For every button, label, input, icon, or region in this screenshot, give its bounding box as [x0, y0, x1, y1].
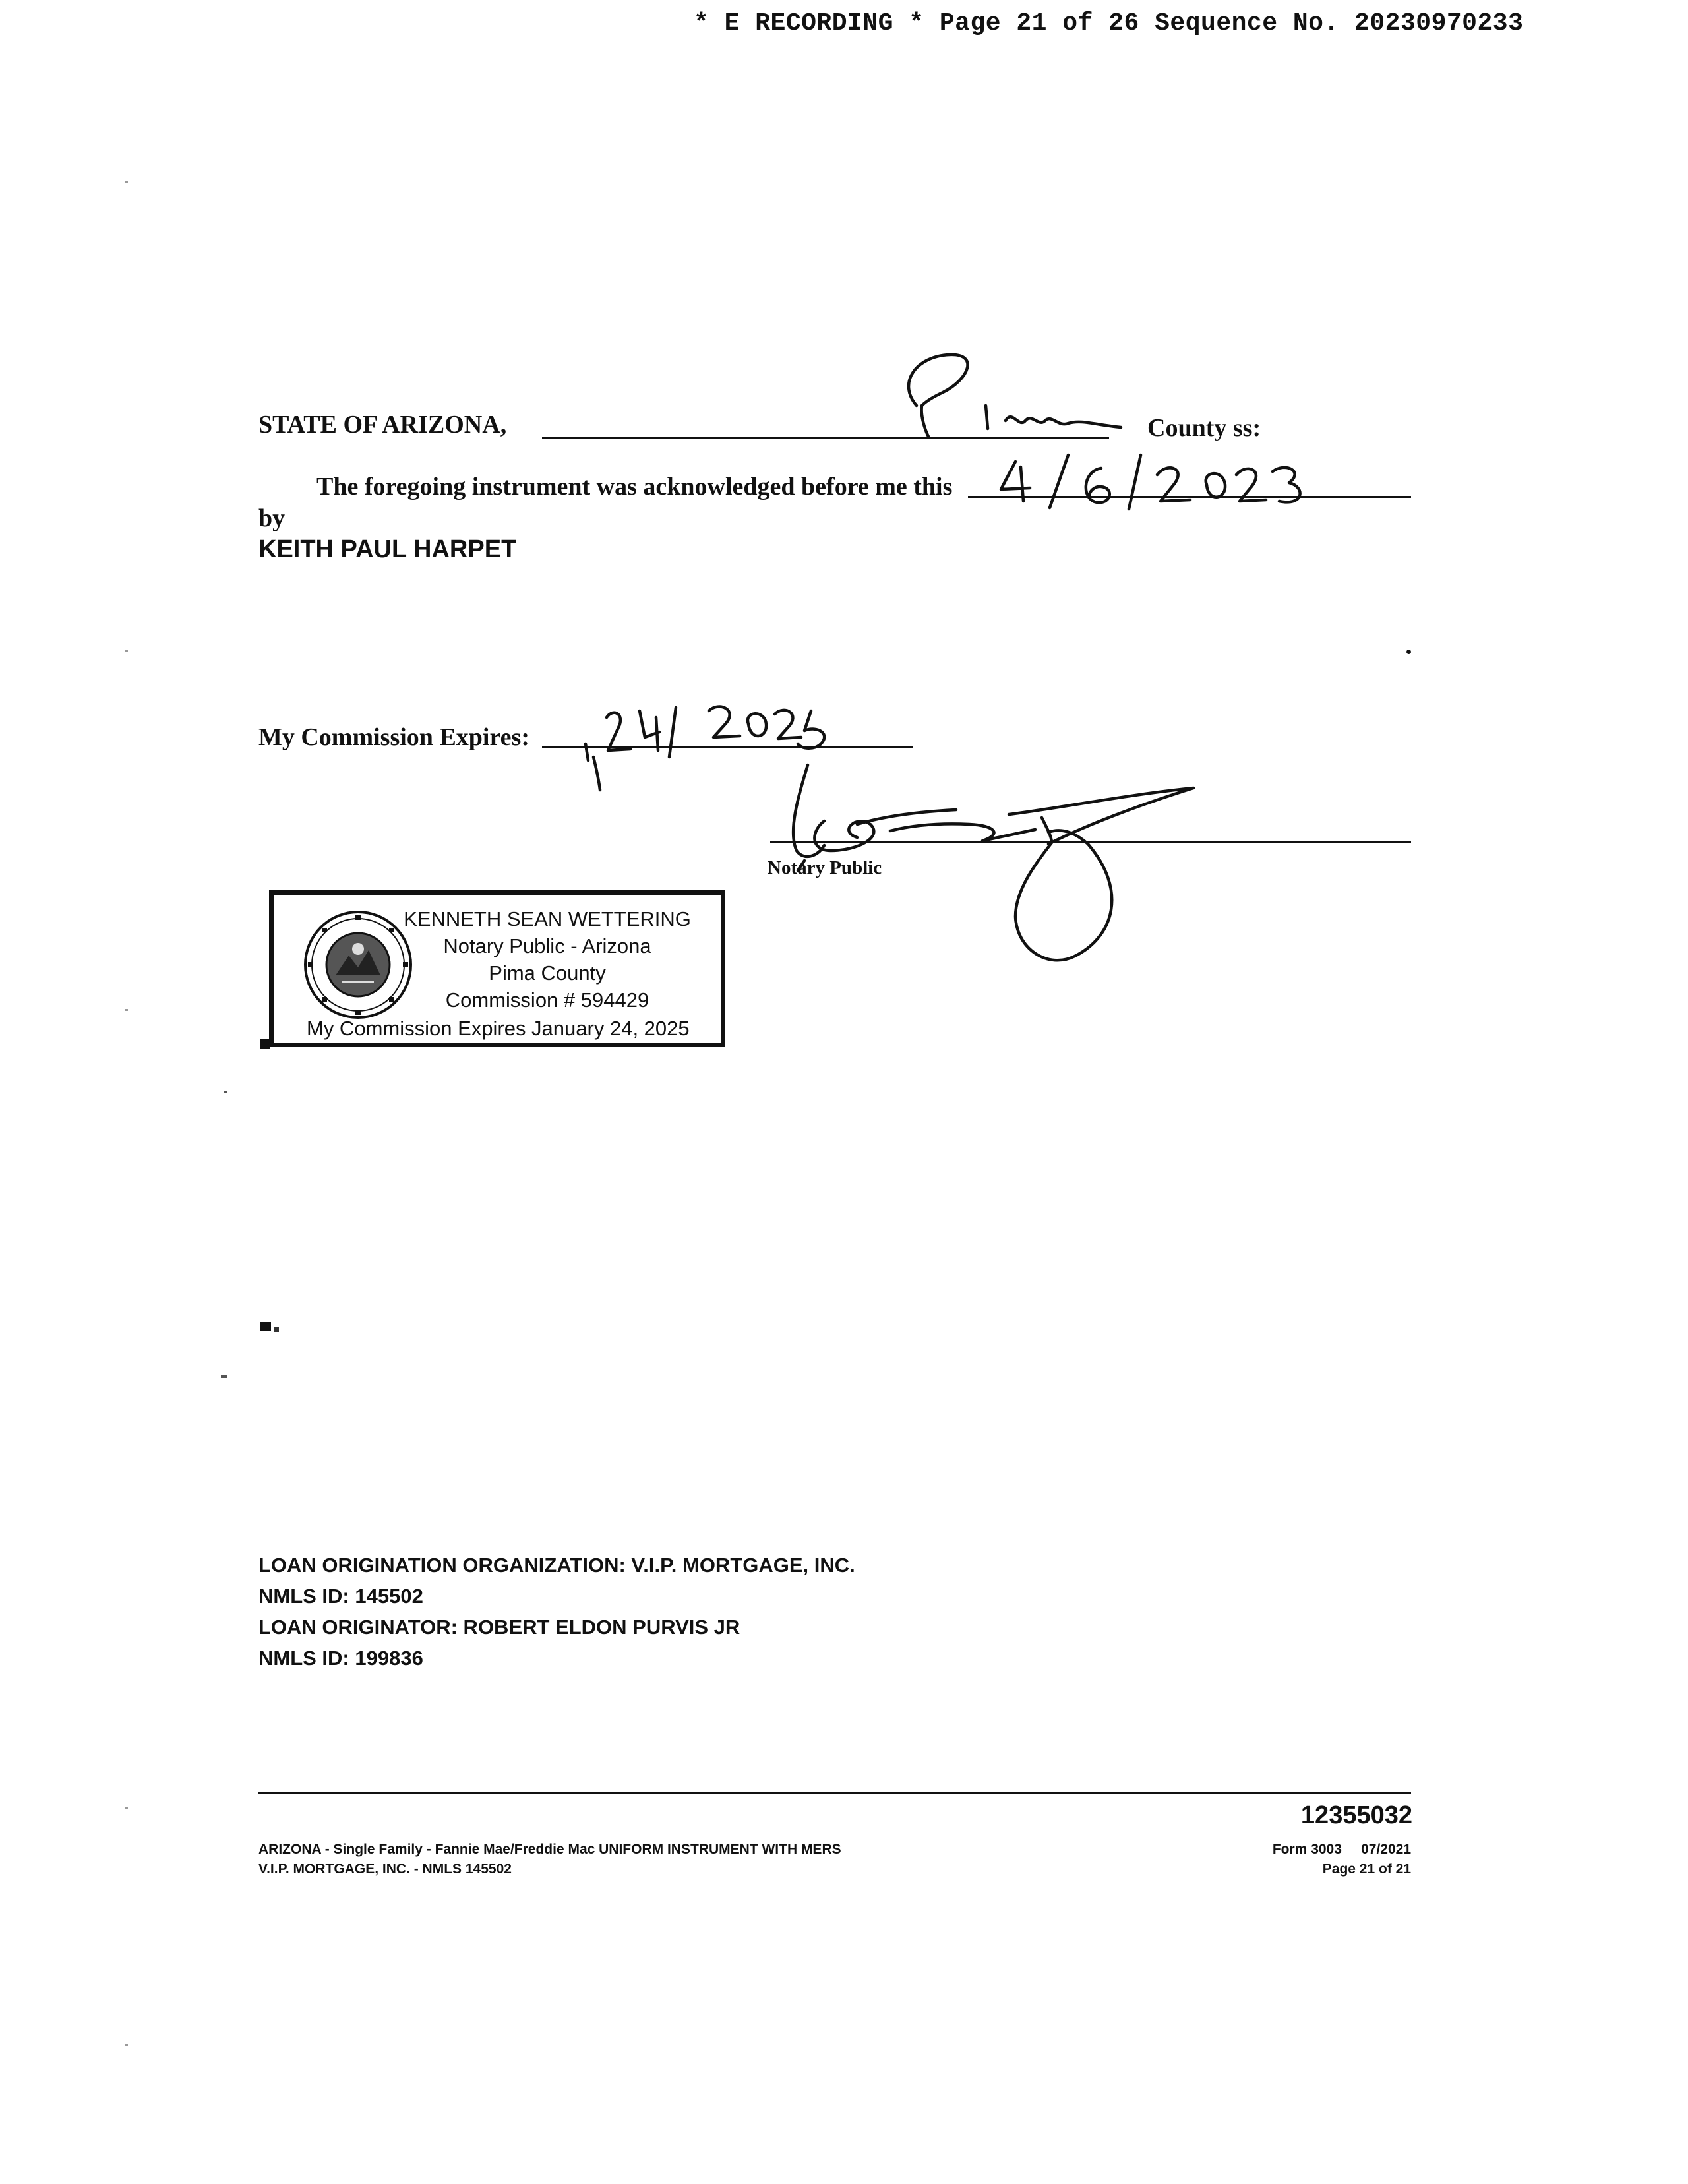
- recording-header: * E RECORDING * Page 21 of 26 Sequence No. 20230970233: [694, 9, 1524, 38]
- signature-line: [770, 841, 1411, 843]
- acknowledgment-date-handwriting: [989, 448, 1306, 511]
- scan-speck: [1406, 650, 1411, 654]
- loan-number: 12355032: [1300, 1802, 1412, 1829]
- stamp-commission-number: Commission # 594429: [445, 988, 649, 1012]
- loan-origination-info: [258, 1550, 855, 1674]
- organization-nmls-id: NMLS ID: 145502: [258, 1585, 423, 1608]
- scan-speck: [125, 650, 128, 652]
- loan-originator: LOAN ORIGINATOR: ROBERT ELDON PURVIS JR: [258, 1616, 740, 1639]
- stamp-notary-title: Notary Public - Arizona: [443, 934, 651, 957]
- stamp-notary-name: KENNETH SEAN WETTERING: [404, 907, 691, 930]
- county-handwriting: [870, 343, 1134, 442]
- notary-stamp: [269, 890, 725, 1047]
- scan-speck: [125, 1009, 128, 1011]
- stamp-county: Pima County: [489, 961, 606, 985]
- footer-lender: V.I.P. MORTGAGE, INC. - NMLS 145502: [258, 1862, 512, 1877]
- footer-page-number: Page 21 of 21: [1322, 1862, 1411, 1877]
- footer-form-title: ARIZONA - Single Family - Fannie Mae/Freddie Mac UNIFORM INSTRUMENT WITH MERS: [258, 1842, 841, 1857]
- scan-speck: [260, 1039, 270, 1049]
- scan-speck: [125, 1807, 128, 1809]
- originator-nmls-id: NMLS ID: 199836: [258, 1647, 423, 1670]
- footer-rule: [258, 1792, 1411, 1794]
- loan-organization: LOAN ORIGINATION ORGANIZATION: V.I.P. MORTGAGE, INC.: [258, 1554, 855, 1577]
- scan-speck: [125, 181, 128, 183]
- county-label: County ss:: [1147, 414, 1261, 442]
- scan-speck: [260, 1322, 271, 1331]
- footer-left: [258, 1840, 841, 1879]
- footer-form-number: Form 3003 07/2021: [1272, 1842, 1411, 1857]
- scan-speck: [224, 1091, 227, 1093]
- footer-right: [1273, 1840, 1411, 1879]
- state-label: STATE OF ARIZONA,: [258, 411, 507, 439]
- stamp-expiration: My Commission Expires January 24, 2025: [307, 1017, 690, 1040]
- acknowledged-text: The foregoing instrument was acknowledged before me this: [316, 473, 953, 501]
- scan-speck: [221, 1375, 227, 1378]
- notary-public-label: Notary Public: [768, 857, 882, 878]
- by-label: by: [258, 504, 286, 532]
- scan-speck: [274, 1327, 279, 1332]
- scan-speck: [125, 2044, 128, 2046]
- commission-label: My Commission Expires:: [258, 723, 529, 751]
- signer-name: KEITH PAUL HARPET: [258, 535, 517, 563]
